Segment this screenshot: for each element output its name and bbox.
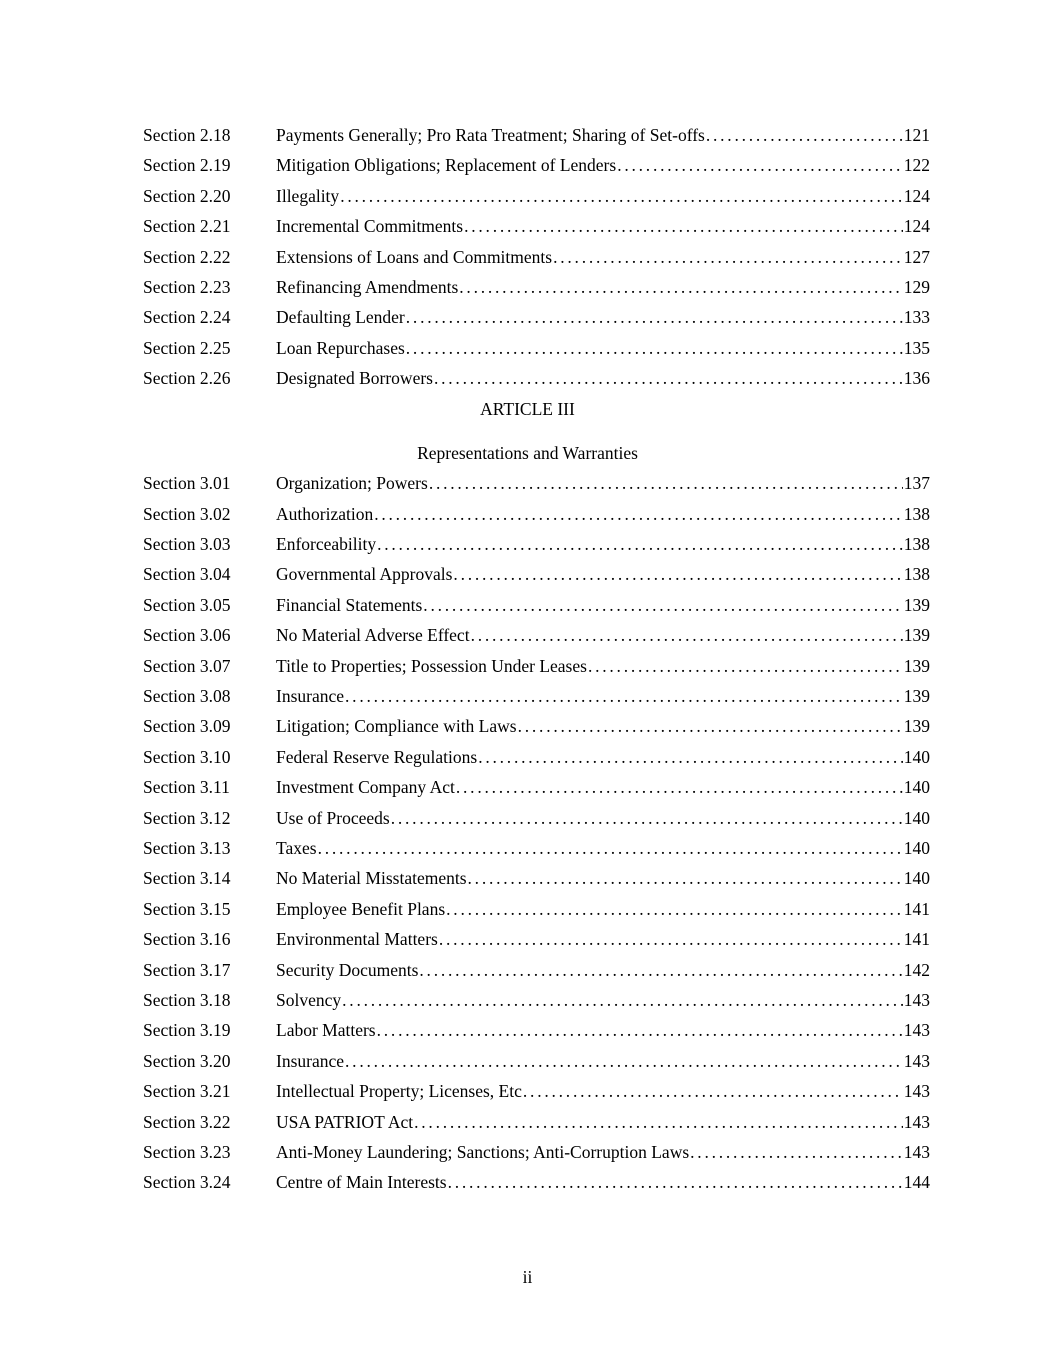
dot-leader bbox=[471, 623, 903, 647]
page-reference: 124 bbox=[903, 216, 930, 236]
page-reference: 138 bbox=[903, 564, 930, 584]
page-reference: 121 bbox=[903, 125, 930, 145]
section-number: Section 3.19 bbox=[143, 1020, 231, 1040]
dot-leader bbox=[340, 184, 903, 208]
page-reference: 141 bbox=[903, 899, 930, 919]
section-title: Extensions of Loans and Commitments bbox=[276, 247, 553, 267]
section-number: Section 2.20 bbox=[143, 186, 231, 206]
section-number: Section 3.23 bbox=[143, 1142, 231, 1162]
section-title: Environmental Matters bbox=[276, 929, 438, 949]
section-title: Mitigation Obligations; Replacement of Lenders bbox=[276, 155, 617, 175]
section-title: Refinancing Amendments bbox=[276, 277, 459, 297]
toc-entry bbox=[143, 897, 930, 921]
dot-leader bbox=[448, 1170, 903, 1194]
toc-entry bbox=[143, 245, 930, 269]
dot-leader bbox=[553, 245, 903, 269]
section-title: Investment Company Act bbox=[276, 777, 455, 797]
section-title: Taxes bbox=[276, 838, 317, 858]
section-title: Organization; Powers bbox=[276, 473, 428, 493]
page-reference: 143 bbox=[903, 1020, 930, 1040]
page-reference: 140 bbox=[903, 808, 930, 828]
toc-entry bbox=[143, 1110, 930, 1134]
toc-entry bbox=[143, 214, 930, 238]
section-title: Illegality bbox=[276, 186, 340, 206]
section-title: Governmental Approvals bbox=[276, 564, 453, 584]
dot-leader bbox=[345, 1049, 903, 1073]
page-reference: 139 bbox=[903, 625, 930, 645]
dot-leader bbox=[391, 806, 903, 830]
section-number: Section 3.12 bbox=[143, 808, 231, 828]
page-reference: 143 bbox=[903, 1112, 930, 1132]
dot-leader bbox=[434, 366, 903, 390]
toc-entry bbox=[143, 275, 930, 299]
toc-entry bbox=[143, 1140, 930, 1164]
page-reference: 138 bbox=[903, 534, 930, 554]
toc-entry bbox=[143, 714, 930, 738]
section-title: Defaulting Lender bbox=[276, 307, 405, 327]
section-title: Use of Proceeds bbox=[276, 808, 390, 828]
dot-leader bbox=[478, 745, 903, 769]
page-reference: 135 bbox=[903, 338, 930, 358]
page-reference: 124 bbox=[903, 186, 930, 206]
article-subtitle: Representations and Warranties bbox=[417, 443, 638, 463]
dot-leader bbox=[439, 927, 903, 951]
page-reference: 143 bbox=[903, 1142, 930, 1162]
article-heading: ARTICLE III bbox=[480, 399, 575, 419]
toc-entry bbox=[143, 502, 930, 526]
section-title: Labor Matters bbox=[276, 1020, 376, 1040]
toc-entry bbox=[143, 775, 930, 799]
dot-leader bbox=[342, 988, 903, 1012]
section-number: Section 2.25 bbox=[143, 338, 231, 358]
section-title: Insurance bbox=[276, 686, 345, 706]
toc-entry bbox=[143, 1170, 930, 1194]
section-number: Section 3.11 bbox=[143, 777, 230, 797]
toc-entry bbox=[143, 336, 930, 360]
section-number: Section 3.08 bbox=[143, 686, 231, 706]
section-number: Section 3.02 bbox=[143, 504, 231, 524]
page-reference: 137 bbox=[903, 473, 930, 493]
section-number: Section 3.09 bbox=[143, 716, 231, 736]
section-title: No Material Misstatements bbox=[276, 868, 467, 888]
page-reference: 138 bbox=[903, 504, 930, 524]
section-number: Section 3.03 bbox=[143, 534, 231, 554]
toc-entry bbox=[143, 532, 930, 556]
section-title: Loan Repurchases bbox=[276, 338, 405, 358]
toc-entry bbox=[143, 593, 930, 617]
section-title: No Material Adverse Effect bbox=[276, 625, 470, 645]
dot-leader bbox=[468, 866, 903, 890]
toc-entry bbox=[143, 988, 930, 1012]
page-reference: 136 bbox=[903, 368, 930, 388]
page-reference: 129 bbox=[903, 277, 930, 297]
section-number: Section 2.26 bbox=[143, 368, 231, 388]
dot-leader bbox=[690, 1140, 903, 1164]
section-title: Security Documents bbox=[276, 960, 419, 980]
dot-leader bbox=[377, 532, 903, 556]
section-number: Section 3.18 bbox=[143, 990, 231, 1010]
dot-leader bbox=[419, 958, 902, 982]
section-number: Section 3.20 bbox=[143, 1051, 231, 1071]
page-reference: 127 bbox=[903, 247, 930, 267]
toc-entry bbox=[143, 623, 930, 647]
toc-entry bbox=[143, 654, 930, 678]
toc-entry bbox=[143, 562, 930, 586]
page-reference: 143 bbox=[903, 1081, 930, 1101]
section-title: Anti-Money Laundering; Sanctions; Anti-Corruption Laws bbox=[276, 1142, 690, 1162]
toc-entry bbox=[143, 1018, 930, 1042]
page-reference: 122 bbox=[903, 155, 930, 175]
dot-leader bbox=[377, 1018, 903, 1042]
dot-leader bbox=[453, 562, 902, 586]
section-title: Federal Reserve Regulations bbox=[276, 747, 478, 767]
page-reference: 139 bbox=[903, 656, 930, 676]
toc-entry bbox=[143, 123, 930, 147]
section-number: Section 3.15 bbox=[143, 899, 231, 919]
toc-entry bbox=[143, 184, 930, 208]
page-reference: 142 bbox=[903, 960, 930, 980]
dot-leader bbox=[374, 502, 903, 526]
section-title: Enforceability bbox=[276, 534, 377, 554]
dot-leader bbox=[423, 593, 902, 617]
section-title: USA PATRIOT Act bbox=[276, 1112, 414, 1132]
toc-entry bbox=[143, 836, 930, 860]
section-number: Section 3.07 bbox=[143, 656, 231, 676]
page-reference: 139 bbox=[903, 716, 930, 736]
dot-leader bbox=[523, 1079, 903, 1103]
dot-leader bbox=[318, 836, 903, 860]
page-reference: 140 bbox=[903, 747, 930, 767]
section-number: Section 2.23 bbox=[143, 277, 231, 297]
dot-leader bbox=[429, 471, 903, 495]
section-number: Section 3.17 bbox=[143, 960, 231, 980]
section-number: Section 2.19 bbox=[143, 155, 231, 175]
toc-entry bbox=[143, 927, 930, 951]
dot-leader bbox=[414, 1110, 903, 1134]
page-reference: 139 bbox=[903, 686, 930, 706]
section-title: Payments Generally; Pro Rata Treatment; Sharing of Set-offs bbox=[276, 125, 705, 145]
section-number: Section 3.06 bbox=[143, 625, 231, 645]
section-title: Litigation; Compliance with Laws bbox=[276, 716, 517, 736]
dot-leader bbox=[518, 714, 903, 738]
section-number: Section 3.21 bbox=[143, 1081, 231, 1101]
page-reference: 140 bbox=[903, 868, 930, 888]
section-title: Employee Benefit Plans bbox=[276, 899, 446, 919]
section-number: Section 3.24 bbox=[143, 1172, 231, 1192]
toc-entry bbox=[143, 1049, 930, 1073]
page-reference: 141 bbox=[903, 929, 930, 949]
section-number: Section 3.14 bbox=[143, 868, 231, 888]
section-number: Section 3.22 bbox=[143, 1112, 231, 1132]
section-number: Section 3.16 bbox=[143, 929, 231, 949]
section-title: Incremental Commitments bbox=[276, 216, 464, 236]
section-number: Section 3.04 bbox=[143, 564, 231, 584]
section-number: Section 3.01 bbox=[143, 473, 231, 493]
section-number: Section 3.13 bbox=[143, 838, 231, 858]
dot-leader bbox=[464, 214, 903, 238]
toc-entry bbox=[143, 471, 930, 495]
dot-leader bbox=[406, 305, 903, 329]
section-number: Section 3.10 bbox=[143, 747, 231, 767]
page-reference: 143 bbox=[903, 990, 930, 1010]
dot-leader bbox=[588, 654, 903, 678]
page-reference: 133 bbox=[903, 307, 930, 327]
footer-page-number: ii bbox=[522, 1267, 533, 1287]
toc-entry bbox=[143, 305, 930, 329]
dot-leader bbox=[706, 123, 903, 147]
page-reference: 143 bbox=[903, 1051, 930, 1071]
page-reference: 140 bbox=[903, 777, 930, 797]
page-reference: 140 bbox=[903, 838, 930, 858]
section-title: Centre of Main Interests bbox=[276, 1172, 447, 1192]
section-number: Section 2.22 bbox=[143, 247, 231, 267]
dot-leader bbox=[617, 153, 903, 177]
section-title: Title to Properties; Possession Under Leases bbox=[276, 656, 587, 676]
section-title: Authorization bbox=[276, 504, 374, 524]
toc-entry bbox=[143, 366, 930, 390]
section-number: Section 2.18 bbox=[143, 125, 231, 145]
section-title: Designated Borrowers bbox=[276, 368, 433, 388]
toc-entry bbox=[143, 1079, 930, 1103]
dot-leader bbox=[345, 684, 903, 708]
section-number: Section 2.21 bbox=[143, 216, 231, 236]
section-title: Intellectual Property; Licenses, Etc bbox=[276, 1081, 522, 1101]
toc-entry bbox=[143, 806, 930, 830]
dot-leader bbox=[456, 775, 903, 799]
section-title: Insurance bbox=[276, 1051, 345, 1071]
dot-leader bbox=[406, 336, 903, 360]
dot-leader bbox=[459, 275, 902, 299]
toc-entry bbox=[143, 866, 930, 890]
toc-entry bbox=[143, 684, 930, 708]
section-number: Section 2.24 bbox=[143, 307, 231, 327]
page-reference: 144 bbox=[903, 1172, 930, 1192]
section-title: Solvency bbox=[276, 990, 342, 1010]
toc-entry bbox=[143, 745, 930, 769]
toc-entry bbox=[143, 153, 930, 177]
toc-entry bbox=[143, 958, 930, 982]
section-number: Section 3.05 bbox=[143, 595, 231, 615]
dot-leader bbox=[446, 897, 903, 921]
section-title: Financial Statements bbox=[276, 595, 423, 615]
page-reference: 139 bbox=[903, 595, 930, 615]
